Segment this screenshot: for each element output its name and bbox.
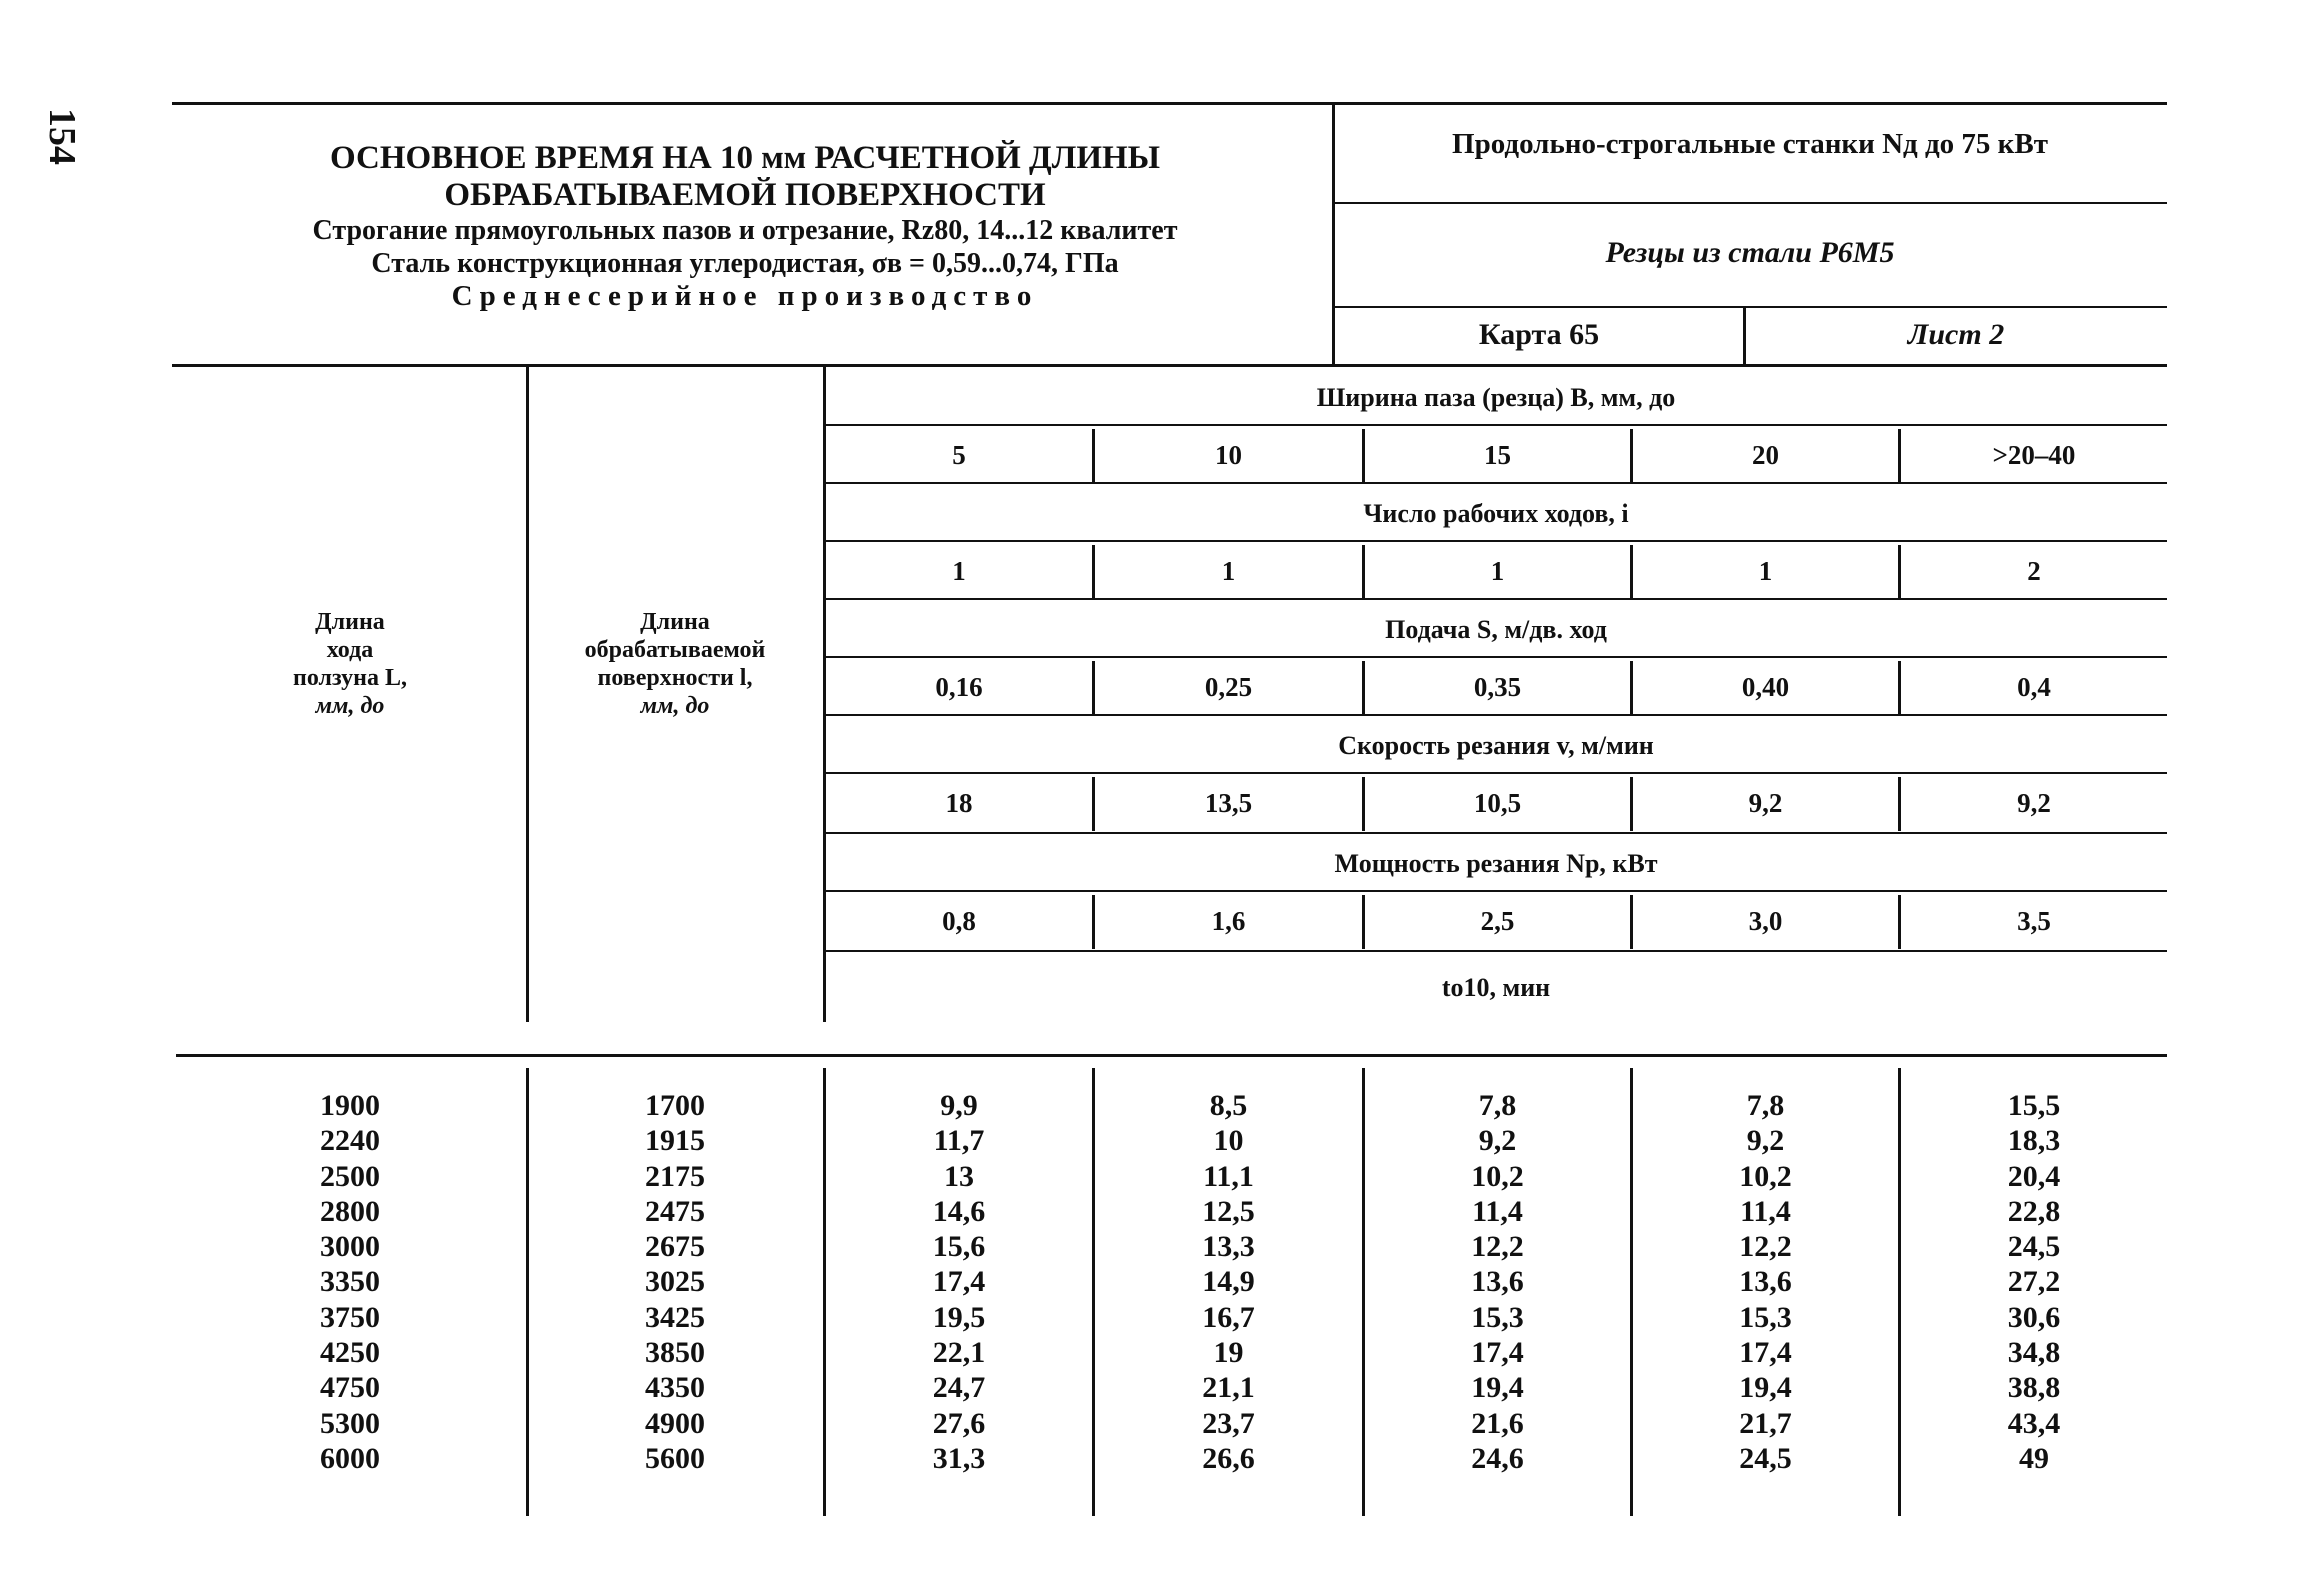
power-value-3: 2,5 xyxy=(1480,906,1515,936)
power-header: Мощность резания Nр, кВт xyxy=(1334,849,1658,878)
feed-value-separator xyxy=(1630,661,1633,715)
time-column-3-cell: 10,2 xyxy=(1471,1159,1524,1193)
time-column-5-cell: 30,6 xyxy=(2007,1300,2061,1334)
subtitle-line-1: Строгание прямоугольных пазов и отрезание, Rz80, 14...12 квалитет xyxy=(312,215,1178,246)
surface-length-column-cell: 5600 xyxy=(645,1441,705,1475)
time-column-2-cell: 19 xyxy=(1213,1336,1244,1370)
speed-value-separator xyxy=(1630,777,1633,831)
time-column-4-cell: 19,4 xyxy=(1739,1371,1792,1405)
time-column-5-cell: 34,8 xyxy=(2007,1336,2061,1370)
speed-value-separator xyxy=(1898,777,1901,831)
time-column-1-cell: 19,5 xyxy=(932,1300,986,1334)
time-column-3-cell: 24,6 xyxy=(1471,1441,1524,1475)
header-top-rule xyxy=(172,102,2167,105)
header-rule-2 xyxy=(1334,306,2167,308)
time-column-2-cell: 12,5 xyxy=(1202,1194,1255,1228)
slide-stroke-column-cell: 5300 xyxy=(320,1406,380,1440)
time-column-3 xyxy=(1365,1088,1630,1476)
slide-stroke-column-cell: 4750 xyxy=(320,1371,380,1405)
surface-length-column-cell: 2175 xyxy=(645,1159,705,1193)
power-value-1: 0,8 xyxy=(942,906,976,936)
time-column-4-cell: 12,2 xyxy=(1739,1230,1792,1264)
slide-stroke-column-cell: 2800 xyxy=(320,1194,380,1228)
passes-value-3: 1 xyxy=(1490,556,1505,586)
time-column-1-cell: 27,6 xyxy=(932,1406,986,1440)
feed-header: Подача S, м/дв. ход xyxy=(1385,615,1607,644)
time-column-5-cell: 43,4 xyxy=(2007,1406,2061,1440)
time-column-5-cell: 20,4 xyxy=(2007,1159,2061,1193)
rule-h xyxy=(826,832,2167,834)
passes-value-separator xyxy=(1362,545,1365,599)
time-column-1-cell: 31,3 xyxy=(932,1441,986,1475)
data-top-rule xyxy=(176,1054,2167,1057)
machine-type: Продольно-строгальные станки Nд до 75 кВт xyxy=(1452,128,2048,160)
time-column-5-cell: 49 xyxy=(2019,1441,2049,1475)
width-value-4: 20 xyxy=(1752,440,1779,470)
width-value-2: 10 xyxy=(1215,440,1242,470)
title-block xyxy=(180,140,1310,313)
subtitle-line-2: Сталь конструкционная углеродистая, σв = 0,59...0,74, ГПа xyxy=(371,248,1119,279)
time-column-2 xyxy=(1095,1088,1362,1476)
time-column-4-cell: 9,2 xyxy=(1746,1124,1785,1158)
speed-value-4: 9,2 xyxy=(1748,788,1783,818)
feed-value-2: 0,25 xyxy=(1204,672,1253,702)
surface-length-column-cell: 4350 xyxy=(645,1371,705,1405)
rule-a xyxy=(826,424,2167,426)
time-column-4-cell: 15,3 xyxy=(1739,1300,1792,1334)
surface-length-column-cell: 1915 xyxy=(645,1124,705,1158)
time-column-1-cell: 24,7 xyxy=(932,1371,986,1405)
slide-stroke-column-cell: 1900 xyxy=(320,1089,380,1122)
feed-value-separator xyxy=(1362,661,1365,715)
rule-e xyxy=(826,656,2167,658)
page-number: 154 xyxy=(41,108,83,165)
width-value-1: 5 xyxy=(952,440,966,470)
surface-length-column-cell: 2675 xyxy=(645,1230,705,1264)
header-bottom-rule xyxy=(172,364,2167,367)
power-value-separator xyxy=(1092,895,1095,949)
rule-j xyxy=(826,950,2167,952)
passes-value-2: 1 xyxy=(1221,556,1236,586)
speed-value-5: 9,2 xyxy=(2017,788,2051,818)
rule-i xyxy=(826,890,2167,892)
production-type: Среднесерийное производство xyxy=(451,280,1039,312)
time-column-3-cell: 19,4 xyxy=(1471,1371,1524,1405)
time-column-2-cell: 14,9 xyxy=(1202,1265,1255,1299)
time-column-1-cell: 22,1 xyxy=(932,1336,986,1370)
width-value-separator xyxy=(1630,429,1633,483)
passes-value-1: 1 xyxy=(952,556,966,586)
power-value-5: 3,5 xyxy=(2017,906,2051,936)
sheet-number: Лист 2 xyxy=(1907,318,2005,351)
passes-value-4: 1 xyxy=(1758,556,1773,586)
rule-g xyxy=(826,772,2167,774)
time-column-1-cell: 17,4 xyxy=(932,1265,986,1299)
time-column-3-cell: 11,4 xyxy=(1472,1194,1523,1228)
time-column-5-cell: 38,8 xyxy=(2007,1371,2061,1405)
feed-value-separator xyxy=(1898,661,1901,715)
speed-value-2: 13,5 xyxy=(1204,788,1253,818)
width-header: Ширина паза (резца) B, мм, до xyxy=(1316,383,1676,412)
width-value-5: >20–40 xyxy=(1992,440,2076,470)
slide-stroke-column-cell: 2500 xyxy=(320,1159,380,1193)
time-column-5-cell: 22,8 xyxy=(2007,1194,2061,1228)
time-column-4-cell: 24,5 xyxy=(1739,1441,1792,1475)
time-column-1-cell: 15,6 xyxy=(932,1230,986,1264)
power-value-separator xyxy=(1362,895,1365,949)
width-value-3: 15 xyxy=(1484,440,1511,470)
time-column-5-cell: 27,2 xyxy=(2007,1265,2061,1299)
slide-stroke-column-cell: 6000 xyxy=(320,1441,380,1475)
surface-length-column-cell: 4900 xyxy=(645,1406,705,1440)
time-column-2-cell: 11,1 xyxy=(1203,1159,1254,1193)
time-column-4 xyxy=(1633,1088,1898,1476)
time-column-5-cell: 15,5 xyxy=(2007,1089,2061,1122)
time-column-2-cell: 13,3 xyxy=(1202,1230,1255,1264)
time-column-1-cell: 11,7 xyxy=(933,1124,985,1158)
surface-length-column-cell: 3425 xyxy=(645,1300,705,1334)
speed-value-1: 18 xyxy=(945,788,973,818)
passes-value-separator xyxy=(1630,545,1633,599)
feed-value-5: 0,4 xyxy=(2017,672,2051,702)
time-column-2-cell: 10 xyxy=(1213,1124,1244,1158)
surface-length-column-cell: 3850 xyxy=(645,1336,705,1370)
header-rule-1 xyxy=(1334,202,2167,204)
surface-length-column-cell: 1700 xyxy=(645,1089,705,1122)
time-column-3-cell: 13,6 xyxy=(1471,1265,1524,1299)
width-value-separator xyxy=(1362,429,1365,483)
surface-length-column xyxy=(530,1088,820,1476)
time-column-4-cell: 11,4 xyxy=(1740,1194,1791,1228)
width-value-separator xyxy=(1092,429,1095,483)
rule-c xyxy=(826,540,2167,542)
time-column-5-cell: 24,5 xyxy=(2007,1230,2061,1264)
time-column-2-cell: 8,5 xyxy=(1209,1089,1248,1122)
slide-stroke-column-cell: 4250 xyxy=(320,1336,380,1370)
time-column-2-cell: 26,6 xyxy=(1202,1441,1255,1475)
time-column-4-cell: 21,7 xyxy=(1739,1406,1792,1440)
surface-length-column-cell: 3025 xyxy=(645,1265,705,1299)
body-divider-1 xyxy=(526,1068,529,1516)
slide-stroke-column-cell: 3750 xyxy=(320,1300,380,1334)
feed-value-1: 0,16 xyxy=(935,672,983,702)
time-column-5 xyxy=(1901,1088,2167,1476)
rule-f xyxy=(826,714,2167,716)
time-column-4-cell: 10,2 xyxy=(1739,1159,1792,1193)
time-column-2-cell: 23,7 xyxy=(1202,1406,1255,1440)
time-column-3-cell: 17,4 xyxy=(1471,1336,1524,1370)
width-value-separator xyxy=(1898,429,1901,483)
speed-header: Скорость резания v, м/мин xyxy=(1338,731,1654,760)
power-value-4: 3,0 xyxy=(1748,906,1783,936)
passes-header: Число рабочих ходов, i xyxy=(1363,499,1629,528)
title-line-2: ОБРАБАТЫВАЕМОЙ ПОВЕРХНОСТИ xyxy=(444,177,1046,213)
slide-stroke-column xyxy=(180,1088,520,1476)
col-divider-1 xyxy=(526,366,529,1022)
slide-stroke-column-cell: 3000 xyxy=(320,1230,380,1264)
time-column-3-cell: 15,3 xyxy=(1471,1300,1524,1334)
feed-value-3: 0,35 xyxy=(1473,672,1522,702)
time-column-4-cell: 7,8 xyxy=(1746,1089,1785,1122)
title-line-1: ОСНОВНОЕ ВРЕМЯ НА 10 мм РАСЧЕТНОЙ ДЛИНЫ xyxy=(329,140,1161,176)
time-column-1-cell: 9,9 xyxy=(940,1089,978,1122)
power-value-separator xyxy=(1630,895,1633,949)
feed-value-separator xyxy=(1092,661,1095,715)
time-column-3-cell: 9,2 xyxy=(1478,1124,1517,1158)
rule-b xyxy=(826,482,2167,484)
time-column-1-cell: 13 xyxy=(944,1159,974,1193)
time-column-4-cell: 13,6 xyxy=(1739,1265,1792,1299)
slide-stroke-column-cell: 2240 xyxy=(320,1124,380,1158)
slide-stroke-column-cell: 3350 xyxy=(320,1265,380,1299)
speed-value-3: 10,5 xyxy=(1473,788,1522,818)
tool-material: Резцы из стали Р6М5 xyxy=(1605,236,1895,269)
power-value-separator xyxy=(1898,895,1901,949)
power-value-2: 1,6 xyxy=(1211,906,1246,936)
card-number: Карта 65 xyxy=(1478,318,1600,351)
time-column-1 xyxy=(826,1088,1092,1476)
time-column-1-cell: 14,6 xyxy=(932,1194,986,1228)
time-column-5-cell: 18,3 xyxy=(2007,1124,2061,1158)
time-column-3-cell: 12,2 xyxy=(1471,1230,1524,1264)
surface-length-column-cell: 2475 xyxy=(645,1194,705,1228)
feed-value-4: 0,40 xyxy=(1741,672,1790,702)
time-column-3-cell: 7,8 xyxy=(1478,1089,1517,1122)
time-header: to10, мин xyxy=(1441,973,1551,1002)
time-column-2-cell: 16,7 xyxy=(1202,1300,1255,1334)
time-column-3-cell: 21,6 xyxy=(1471,1406,1524,1440)
speed-value-separator xyxy=(1362,777,1365,831)
passes-value-separator xyxy=(1898,545,1901,599)
rule-d xyxy=(826,598,2167,600)
passes-value-separator xyxy=(1092,545,1095,599)
surface-length-header: Длина обрабатываемой поверхности l, мм, до xyxy=(584,609,766,719)
speed-value-separator xyxy=(1092,777,1095,831)
passes-value-5: 2 xyxy=(2027,556,2041,586)
time-column-4-cell: 17,4 xyxy=(1739,1336,1792,1370)
slide-stroke-header: Длина хода ползуна L, мм, до xyxy=(293,609,407,719)
time-column-2-cell: 21,1 xyxy=(1202,1371,1255,1405)
